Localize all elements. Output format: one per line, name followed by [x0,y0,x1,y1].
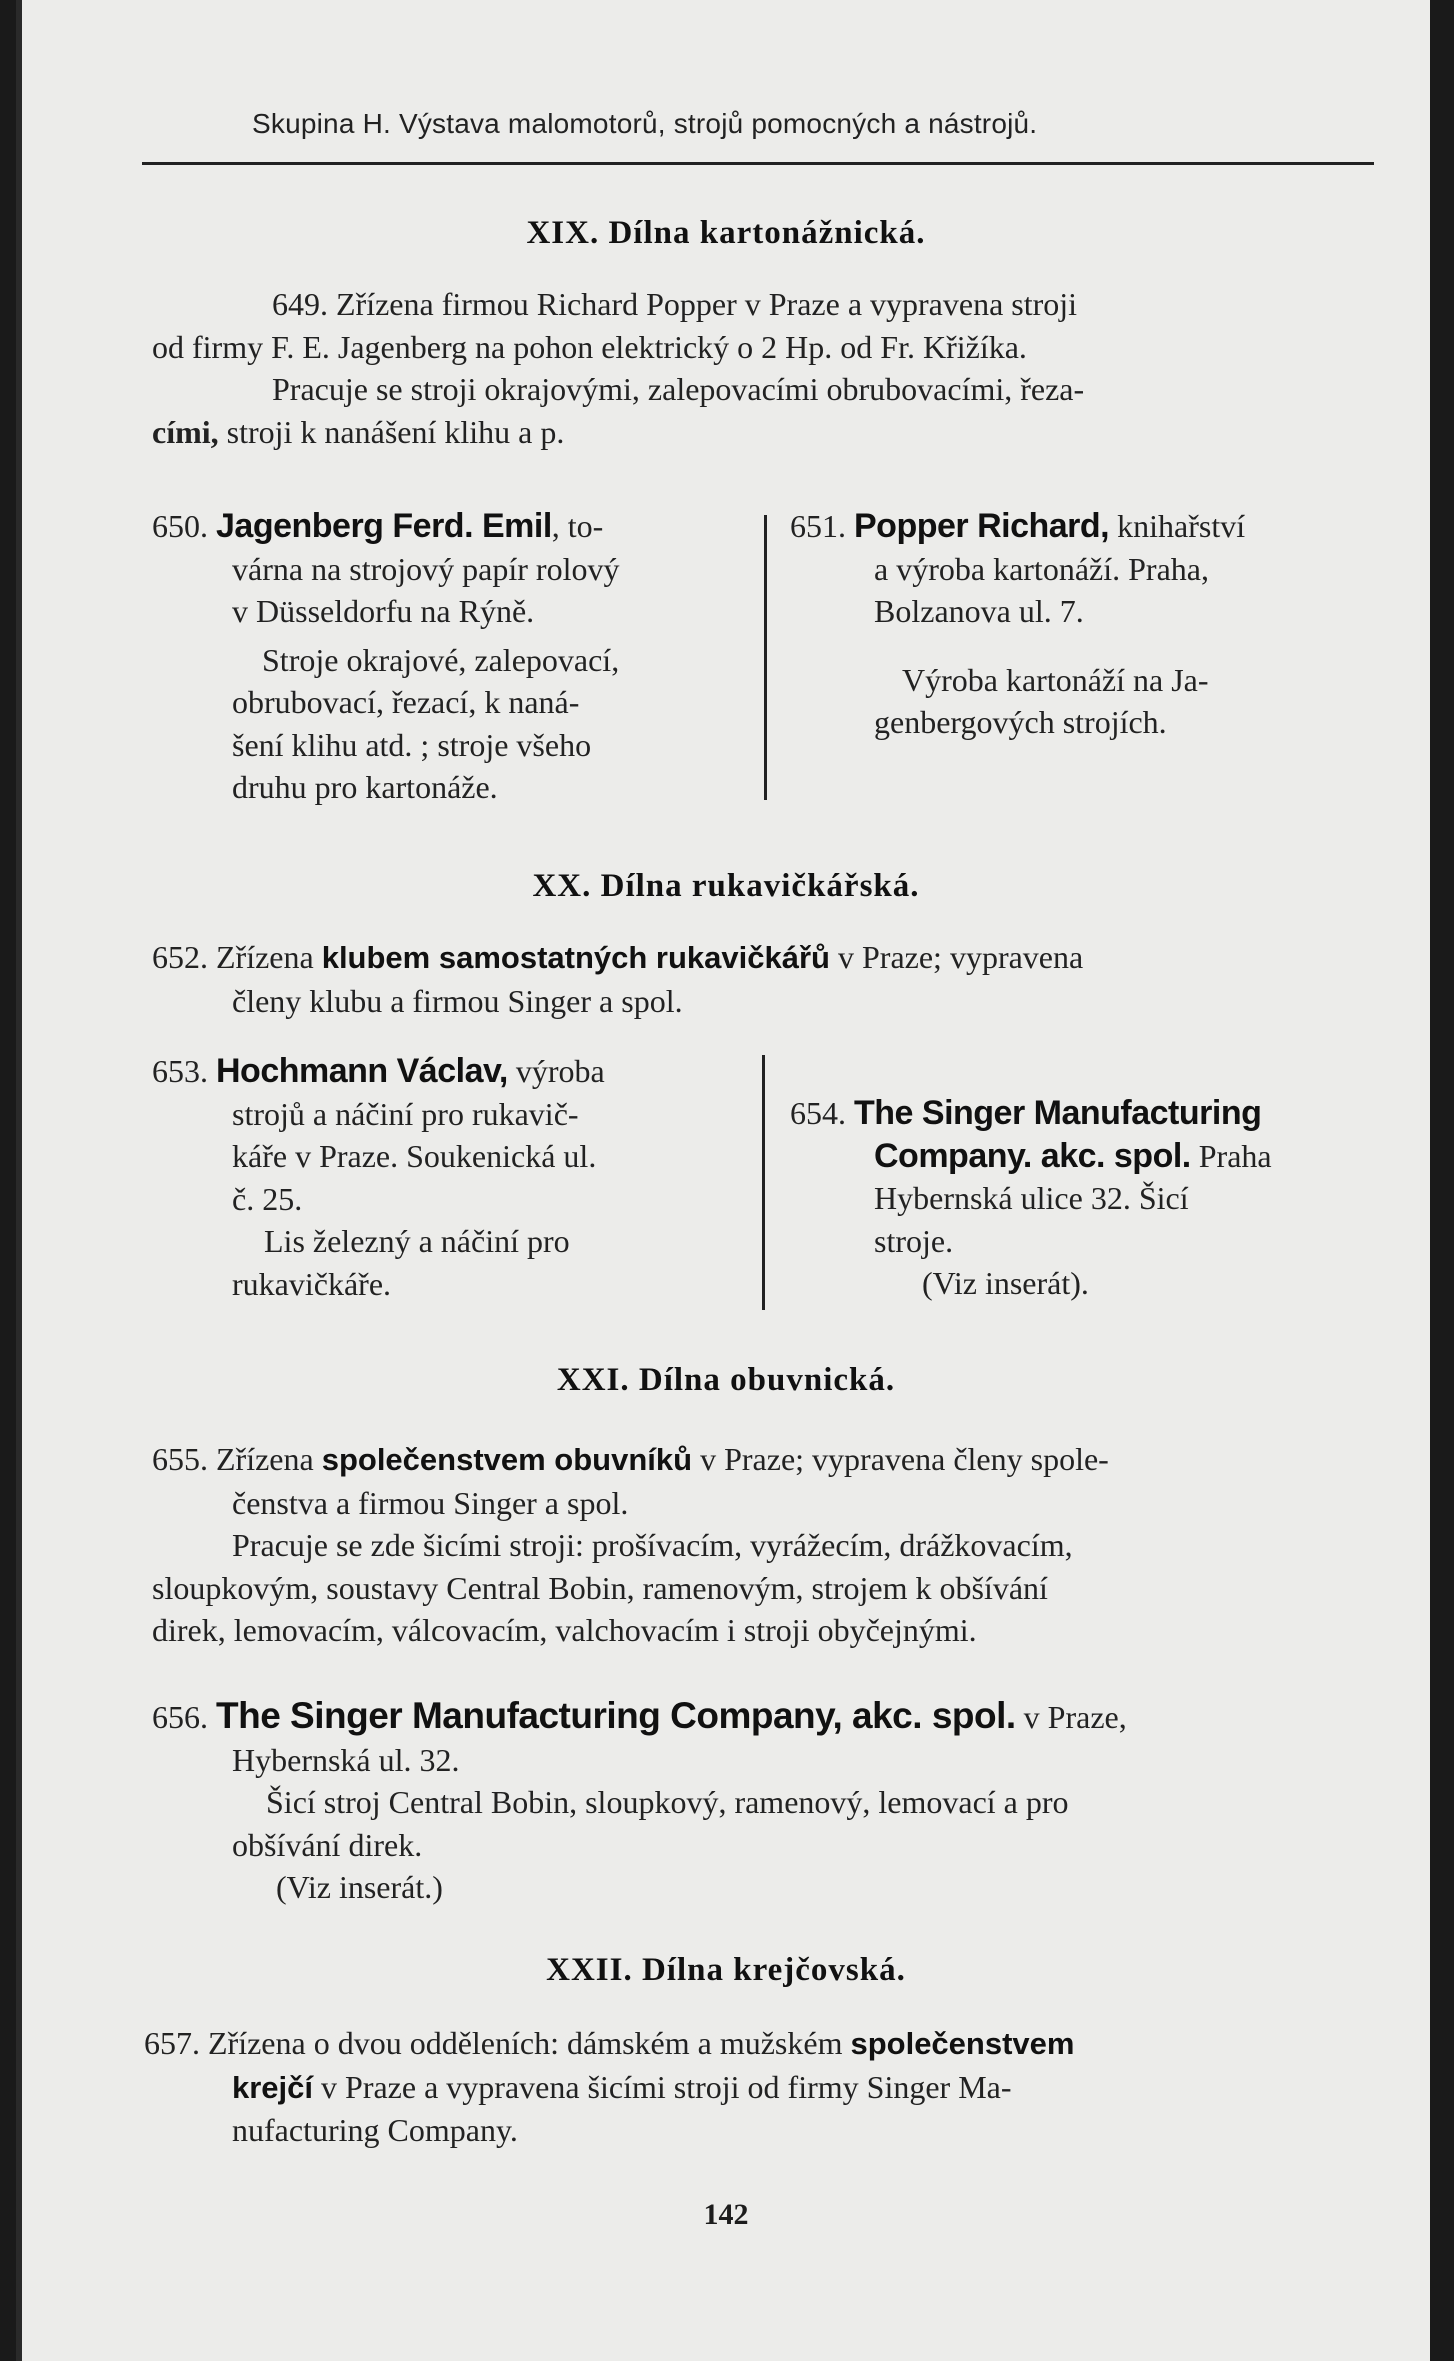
entry-text: (Viz inserát.) [276,1869,443,1905]
entry-description: šení klihu atd. ; stroje všeho [232,726,592,763]
entry-652 [152,936,1374,1022]
company-name: Hochmann Václav, [216,1052,508,1090]
company-name: The Singer Manufacturing [854,1094,1262,1132]
entry-text: stroje. [874,1222,954,1259]
entry-text: v Praze, [1015,1699,1127,1735]
company-name: Company. akc. spol. [874,1136,1191,1175]
entry-text: Pracuje se stroji okrajovými, zalepovacími obrubovacími, řeza- [272,371,1085,407]
entry-text: , to- [551,508,604,544]
entry-text-bold: společenstvem obuvníků [321,1442,693,1477]
entry-description: druhu pro kartonáže. [232,769,498,805]
section-heading-xx: XX. Dílna rukavičkářská. [532,868,920,904]
running-header: Skupina H. Výstava malomotorů, strojů pomocných a nástrojů. [252,108,1038,139]
entry-text: obšívání direk. [232,1826,423,1863]
entry-text-bold: cími, [152,413,219,450]
entry-number: 657. [144,2025,200,2061]
entry-text: od firmy F. E. Jagenberg na pohon elektrický o 2 Hp. od Fr. Křižíka. [152,328,1027,365]
entry-text: a výroba kartonáží. Praha, [874,550,1209,587]
entry-text: v Praze; vypravena [829,939,1084,975]
entry-text: č. 25. [232,1180,303,1217]
book-page [16,0,1430,2361]
entry-text: knihařství [1109,508,1246,544]
entry-text: v Praze; vypravena členy spole- [692,1441,1109,1477]
entry-text: Hybernská ul. 32. [232,1741,460,1778]
entry-text: Zřízena o dvou odděleních: dámském a mužském [208,2025,851,2061]
entry-number: 650. [152,508,208,544]
entry-text-bold: klubem samostatných rukavičkářů [321,940,830,975]
entry-text: v Praze a vypravena šicími stroji od firmy Singer Ma- [313,2068,1012,2105]
entry-text: čenstva a firmou Singer a spol. [232,1484,629,1521]
entry-text: nufacturing Company. [232,2112,518,2148]
entry-description: rukavičkáře. [232,1265,392,1302]
entry-653 [152,1050,752,1305]
entry-text: Pracuje se zde šicími stroji: prošívacím, vyrážecím, drážkovacím, [232,1527,1073,1563]
entry-text: direk, lemovacím, válcovacím, valchovacím i stroji obyčejnými. [152,1612,977,1648]
entry-text: v Düsseldorfu na Rýně. [232,593,535,629]
entry-text: členy klubu a firmou Singer a spol. [232,982,683,1019]
entry-649 [152,283,1374,453]
entry-651 [790,505,1380,744]
section-heading-xxii: XXII. Dílna krejčovská. [546,1952,906,1988]
entry-description: Výroba kartonáží na Ja- [902,661,1209,698]
entry-description: obrubovací, řezací, k naná- [232,684,580,720]
entry-text: sloupkovým, soustavy Central Bobin, ramenovým, strojem k obšívání [152,1569,1048,1606]
company-name: The Singer Manufacturing Company, akc. spol. [216,1695,1016,1736]
entry-number: 651. [790,508,846,544]
entry-number: 654. [790,1095,846,1131]
entry-text: strojů a náčiní pro rukavič- [232,1095,579,1132]
section-heading-xix: XIX. Dílna kartonážnická. [526,215,926,251]
company-name: Jagenberg Ferd. Emil [216,507,552,545]
entry-number: 653. [152,1053,208,1089]
column-divider [762,1055,765,1310]
page-number: 142 [703,2198,749,2231]
entry-text: Hybernská ulice 32. Šicí [874,1180,1189,1216]
entry-text: výroba [507,1053,605,1089]
entry-656 [152,1695,1374,1909]
entry-text: Zřízena firmou Richard Popper v Praze a vypravena stroji [336,286,1078,322]
entry-text-bold: společenstvem [850,2026,1075,2061]
entry-657 [144,2022,1374,2152]
entry-text: Šicí stroj Central Bobin, sloupkový, ramenový, lemovací a pro [266,1784,1069,1820]
entry-text: Zřízena [216,1441,322,1477]
section-heading-xxi: XXI. Dílna obuvnická. [556,1362,896,1398]
entry-number: 655. [152,1441,208,1477]
entry-number: 656. [152,1699,208,1735]
entry-text: (Viz inserát). [922,1265,1089,1301]
entry-number: 649. [272,286,328,322]
entry-description: Lis železný a náčiní pro [264,1223,570,1259]
entry-text: káře v Praze. Soukenická ul. [232,1138,597,1174]
entry-text: Praha [1190,1137,1272,1174]
company-name: Popper Richard, [854,507,1110,545]
entry-description: Stroje okrajové, zalepovací, [262,641,620,678]
entry-text: várna na strojový papír rolový [232,550,620,587]
entry-text-bold: krejčí [232,2069,314,2105]
entry-text: Bolzanova ul. 7. [874,593,1084,629]
entry-650 [152,505,752,809]
entry-number: 652. [152,939,208,975]
header-rule [142,162,1374,165]
entry-655 [152,1438,1374,1652]
entry-654 [790,1092,1380,1305]
entry-text: Zřízena [216,939,322,975]
column-divider [764,515,767,800]
entry-description: genbergových strojích. [874,704,1167,740]
entry-text: stroji k nanášení klihu a p. [218,413,565,450]
